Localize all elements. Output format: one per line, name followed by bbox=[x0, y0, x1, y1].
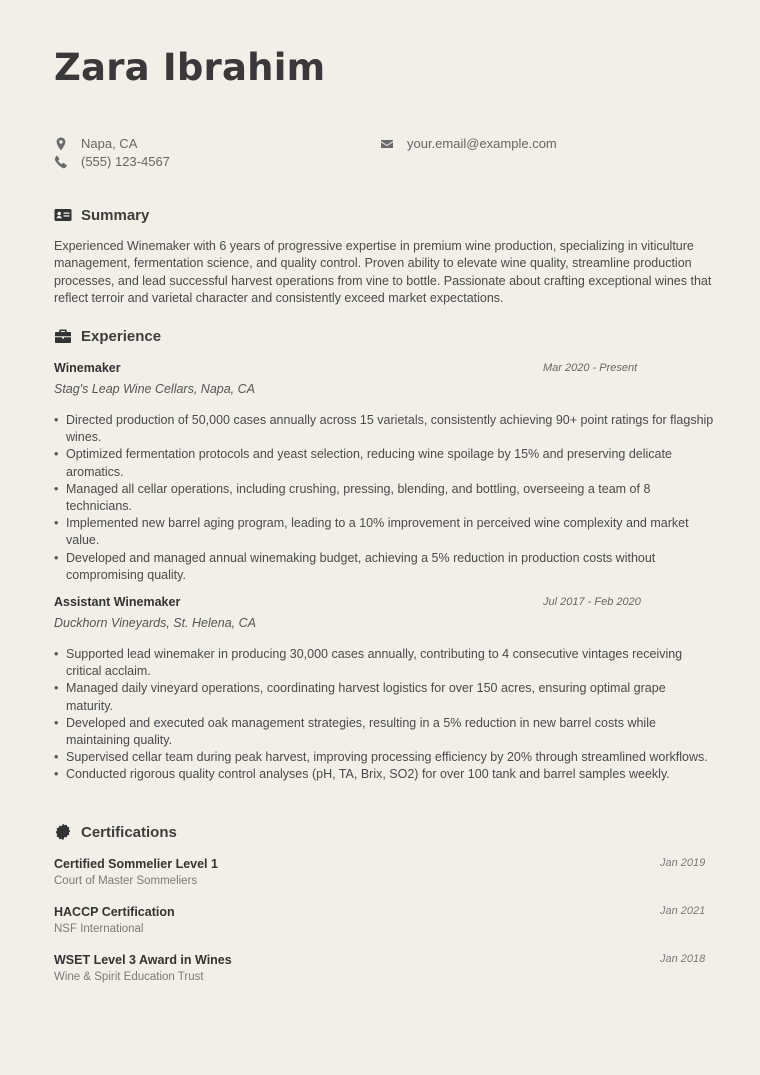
cert-org: Court of Master Sommeliers bbox=[54, 875, 198, 887]
summary-heading-label: Summary bbox=[81, 206, 150, 224]
list-item: • Developed and managed annual winemaking budget, achieving a 5% reduction in production costs without compromising quality. bbox=[54, 550, 714, 584]
job-bullets bbox=[54, 646, 714, 784]
envelope-icon bbox=[380, 137, 394, 151]
job-bullets bbox=[54, 412, 714, 584]
list-item: • Managed daily vineyard operations, coordinating harvest logistics for over 150 acres, ensuring optimal grape maturity. bbox=[54, 680, 714, 714]
summary-paragraph: Experienced Winemaker with 6 years of progressive expertise in premium wine production, specializing in viticulture management, fermentation science, and quality control. Proven ability to elevate wine quality, streamline production processes, and lead successful harvest operations from vine to bottle. Passionate about crafting exceptional wines that reflect terroir and varietal character and consistently exceed market expectations. bbox=[54, 239, 712, 305]
certifications-heading-label: Certifications bbox=[81, 823, 177, 841]
cert-date: Jan 2021 bbox=[660, 905, 706, 917]
phone-text: (555) 123-4567 bbox=[81, 154, 170, 169]
phone-icon bbox=[54, 155, 68, 169]
job-date: Mar 2020 - Present bbox=[543, 362, 638, 374]
contact-location bbox=[54, 136, 137, 151]
badge-icon bbox=[54, 823, 72, 841]
list-item: • Developed and executed oak management strategies, resulting in a 5% reduction in new barrel costs while maintaining quality. bbox=[54, 715, 714, 749]
list-item: • Managed all cellar operations, including crushing, pressing, blending, and bottling, overseeing a team of 8 technicians. bbox=[54, 481, 714, 515]
list-item: • Directed production of 50,000 cases annually across 15 varietals, consistently achieving 90+ point ratings for flagship wines. bbox=[54, 412, 714, 446]
cert-name: HACCP Certification bbox=[54, 905, 175, 919]
list-item: • Implemented new barrel aging program, leading to a 10% improvement in perceived wine complexity and market value. bbox=[54, 515, 714, 549]
contact-email bbox=[380, 136, 557, 151]
list-item: • Supervised cellar team during peak harvest, improving processing efficiency by 20% through streamlined workflows. bbox=[54, 749, 714, 766]
job-company: Duckhorn Vineyards, St. Helena, CA bbox=[54, 616, 256, 630]
list-item: • Supported lead winemaker in producing 30,000 cases annually, contributing to 4 consecutive vintages receiving critical acclaim. bbox=[54, 646, 714, 680]
cert-name: Certified Sommelier Level 1 bbox=[54, 857, 218, 871]
cert-date: Jan 2018 bbox=[660, 953, 706, 965]
cert-date: Jan 2019 bbox=[660, 857, 706, 869]
location-text: Napa, CA bbox=[81, 136, 138, 151]
certifications-heading bbox=[54, 823, 177, 841]
job-date: Jul 2017 - Feb 2020 bbox=[543, 596, 641, 608]
cert-org: Wine & Spirit Education Trust bbox=[54, 971, 204, 983]
cert-org: NSF International bbox=[54, 923, 144, 935]
job-title: Winemaker bbox=[54, 361, 121, 375]
experience-heading-label: Experience bbox=[81, 327, 162, 345]
list-item: • Conducted rigorous quality control analyses (pH, TA, Brix, SO2) for over 100 tank and barrel samples weekly. bbox=[54, 766, 714, 783]
list-item: • Optimized fermentation protocols and yeast selection, reducing wine spoilage by 15% and preserving delicate aromatics. bbox=[54, 446, 714, 480]
id-card-icon bbox=[54, 206, 72, 224]
summary-heading bbox=[54, 206, 149, 224]
candidate-name: Zara Ibrahim bbox=[54, 46, 326, 89]
job-title: Assistant Winemaker bbox=[54, 595, 181, 609]
cert-name: WSET Level 3 Award in Wines bbox=[54, 953, 232, 967]
job-company: Stag's Leap Wine Cellars, Napa, CA bbox=[54, 382, 255, 396]
map-pin-icon bbox=[54, 137, 68, 151]
briefcase-icon bbox=[54, 327, 72, 345]
contact-phone bbox=[54, 154, 170, 169]
email-link[interactable]: your.email@example.com bbox=[407, 136, 557, 151]
experience-heading bbox=[54, 327, 161, 345]
